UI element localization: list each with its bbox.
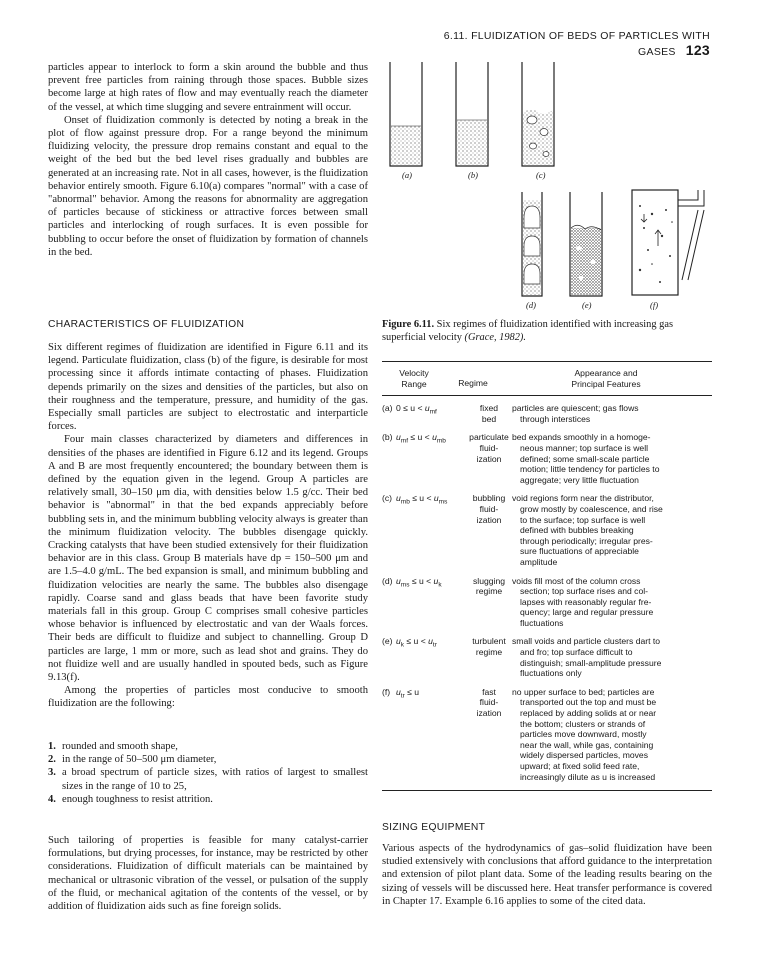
- row-regime: fast fluid- ization: [476, 686, 502, 719]
- panel-label-b: (b): [468, 170, 478, 180]
- header-velocity: Velocity: [399, 368, 429, 378]
- row-velocity: $u_k \le u < u_{tr}$: [396, 636, 437, 650]
- row-description: void regions form near the distributor, grow mostly by coalescence, and rise to the surface; top surface is well defined with bubbles breaking through periodically; irregular pres- sure fluctuations of appreciable amplitude: [512, 493, 663, 567]
- fluidization-regimes-diagram: [382, 50, 722, 312]
- header-features: Principal Features: [571, 378, 641, 389]
- running-title: 6.11. FLUIDIZATION OF BEDS OF PARTICLES WITH GASES: [443, 30, 710, 58]
- row-velocity: $u_{mf} \le u < u_{mb}$: [396, 432, 446, 446]
- row-label: (a): [382, 403, 393, 414]
- regime-table: [382, 361, 712, 791]
- sizing-body: [382, 842, 712, 908]
- row-label: (e): [382, 636, 393, 647]
- list-item: 3. a broad spectrum of particle sizes, with ratios of largest to smallest sizes in the range of 10 to 25,: [48, 767, 368, 792]
- row-regime: turbulent regime: [472, 636, 506, 658]
- list-item: 2. in the range of 50–500 μm diameter,: [48, 754, 217, 766]
- paragraph-5: Among the properties of particles most conducive to smooth fluidization are the following:: [48, 685, 368, 710]
- panel-b-particulate: [456, 62, 488, 166]
- row-description: small voids and particle clusters dart to and fro; top surface difficult to distinguish; small-amplitude pressure fluctuations only: [512, 636, 662, 679]
- panel-c-bubbling: [522, 62, 554, 166]
- panel-d-slugging: [522, 192, 542, 296]
- table-row: [382, 400, 712, 424]
- section-characteristics: [48, 318, 368, 331]
- section-title-sizing: SIZING EQUIPMENT: [382, 822, 486, 833]
- panel-label-a: (a): [402, 170, 412, 180]
- section-title-characteristics: CHARACTERISTICS OF FLUIDIZATION: [48, 319, 245, 330]
- figure-6-11: [382, 50, 722, 312]
- left-column-top: [48, 61, 368, 259]
- row-velocity: $u_{mb} \le u < u_{ms}$: [396, 493, 448, 507]
- row-label: (b): [382, 432, 393, 443]
- panel-e-turbulent: [570, 192, 602, 296]
- header-regime: Regime: [458, 378, 488, 388]
- row-label: (c): [382, 493, 393, 504]
- caption-source: (Grace, 1982).: [464, 331, 526, 343]
- row-label: (d): [382, 575, 393, 586]
- list-item: 1. rounded and smooth shape,: [48, 741, 178, 752]
- panel-label-f: (f): [650, 300, 659, 310]
- properties-list: [48, 740, 368, 806]
- panel-f-fast-fluidization: [632, 190, 704, 295]
- table-row: [382, 633, 712, 678]
- panel-label-c: (c): [536, 170, 546, 180]
- figure-caption: [382, 319, 712, 344]
- paragraph-1: particles appear to interlock to form a skin around the bubble and thus prevent free particles from raining through those spaces. Bubble sizes become large at high rates of flow and may eventually reach the diameter of the vessel, at which time slugging and severe entrainment will occur.: [48, 62, 368, 113]
- list-item: 4. enough toughness to resist attrition.: [48, 793, 213, 805]
- row-description: no upper surface to bed; particles are transported out the top and must be replaced by adding solids at or near the bottom; clusters or strands of particles move downward, mostly near the wall, while gas, containing widely dispersed particles, moves upward; at fixed solid feed rate, increasingly dilute as u is increased: [512, 686, 657, 782]
- table-row: [382, 684, 712, 782]
- row-regime: bubbling fluid- ization: [472, 493, 506, 525]
- paragraph-2: Onset of fluidization commonly is detected by noting a break in the plot of flow against pressure drop. For a range beyond the minimum fluidizing velocity, the pressure drop remains constant and equal to the weight of the bed but the bed level rises gradually and bubbles are generated at an increasing rate. Not in all cases, however, is the fluidization behavior entirely smooth. Figure 6.10(a) compares "normal" with a case of "abnormal" behavior. Among the reasons for abnormality are aggregation of particles because of stickiness or attractive forces between small particles and interlocking of rough surfaces. It is even possible for bubbling to occur before the onset of fluidization by formation of channels in the bed.: [48, 114, 368, 258]
- caption-label: Figure 6.11.: [382, 319, 435, 330]
- row-velocity: $u_{ms} \le u < u_k$: [396, 575, 442, 589]
- left-column-bottom: [48, 834, 368, 913]
- header-appearance: Appearance and: [574, 368, 638, 378]
- paragraph-6: Such tailoring of properties is feasible for many catalyst-carrier formulations, but drying processes, for instance, may be restricted by other considerations. Fluidization of difficult materials can be maintained by mechanical or ultrasonic vibration of the vessel, or pulsation of the supply of the fluid, or mechanical agitation of the contents of the vessel, or by addition of fluidization aids such as fine foreign solids.: [48, 835, 368, 913]
- paragraph-sizing: Various aspects of the hydrodynamics of gas–solid fluidization have been studied extensively with conclusions that afford guidance to the interpretation and extension of pilot plant data. Some of the leading results bearing on the sizing of vessels will be discussed here. Heat transfer performance is covered in Chapter 17. Example 6.16 applies to some of the cited data.: [382, 843, 712, 907]
- row-description: particles are quiescent; gas flows through interstices: [512, 403, 639, 424]
- row-regime: slugging regime: [472, 575, 505, 597]
- panel-label-e: (e): [582, 300, 592, 310]
- panel-label-d: (d): [526, 300, 536, 310]
- left-column-body: [48, 341, 368, 711]
- table-row: [382, 429, 712, 485]
- row-velocity: $0 \le u < u_{mf}$: [396, 403, 437, 416]
- table-row: [382, 490, 712, 567]
- header-range: Range: [401, 378, 427, 389]
- caption-text: Six regimes of fluidization identified with increasing gas superficial velocity: [382, 319, 674, 343]
- properties-list-block: [48, 740, 368, 806]
- row-velocity: $u_{tr} \le u$: [396, 686, 420, 700]
- row-regime: particulate fluid- ization: [469, 432, 509, 464]
- row-description: voids fill most of the column cross section; top surface rises and col- lapses with reasonably regular fre- quency; large and regular pressure fluctuations: [512, 575, 654, 628]
- table-body: [382, 396, 712, 790]
- row-label: (f): [382, 686, 391, 697]
- row-description: bed expands smoothly in a homoge- neous manner; top surface is well defined; some small-scale particle motion; little tendency for particles to aggregate; very little fluctuation: [512, 432, 660, 485]
- paragraph-4: Four main classes characterized by diameters and differences in densities of the phases are identified in Figure 6.12 and its legend. Groups A and B are most frequently encountered; the boundary between them is defined by the equation given in the legend. Group A particles are relatively small, 30–150 μm dia, with densities below 1.5 g/cc. Their bed behavior is "abnormal" in that the bed expands appreciably before bubbling sets in, and the minimum bubbling velocity always is greater than the minimum fluidization velocity. The bubbles disengage quickly. Cracking catalysts that have been studied extensively for their fluidization behavior are in this class. Group B materials have dp = 150–500 μm and are 1.5–4.0 g/mL. The bed expansion is small, and minimum bubbling and fluidization velocities are nearly the same. The bubbles also disengage rapidly. Coarse sand and glass beads that have been favorite study materials fall in this group. Group C comprises small cohesive particles whose behavior is influenced by electrostatic and van der Waals forces. Their beds are difficult to fluidize and subject to channelling. Group D particles are large, 1 mm or more, such as lead shot and grains. They do not fluidize well and are usually handled in spouted beds, such as Figure 9.13(f).: [48, 434, 368, 684]
- page-number: 123: [685, 42, 710, 58]
- table-row: [382, 573, 712, 629]
- table-header: [382, 362, 712, 396]
- paragraph-3: Six different regimes of fluidization are identified in Figure 6.11 and its legend. Particulate fluidization, class (b) of the figure, is desirable for most processing since it affords intimate contacting of phases. Fluidization depends primarily on the sizes and densities of the particles, but also on their roughness and the temperature, pressure, and humidity of the gas. Especially small particles are subject to electrostatic and interparticle forces.: [48, 342, 368, 433]
- section-sizing: [382, 821, 712, 834]
- row-regime: fixed bed: [479, 403, 499, 424]
- panel-a-fixed-bed: [390, 62, 422, 166]
